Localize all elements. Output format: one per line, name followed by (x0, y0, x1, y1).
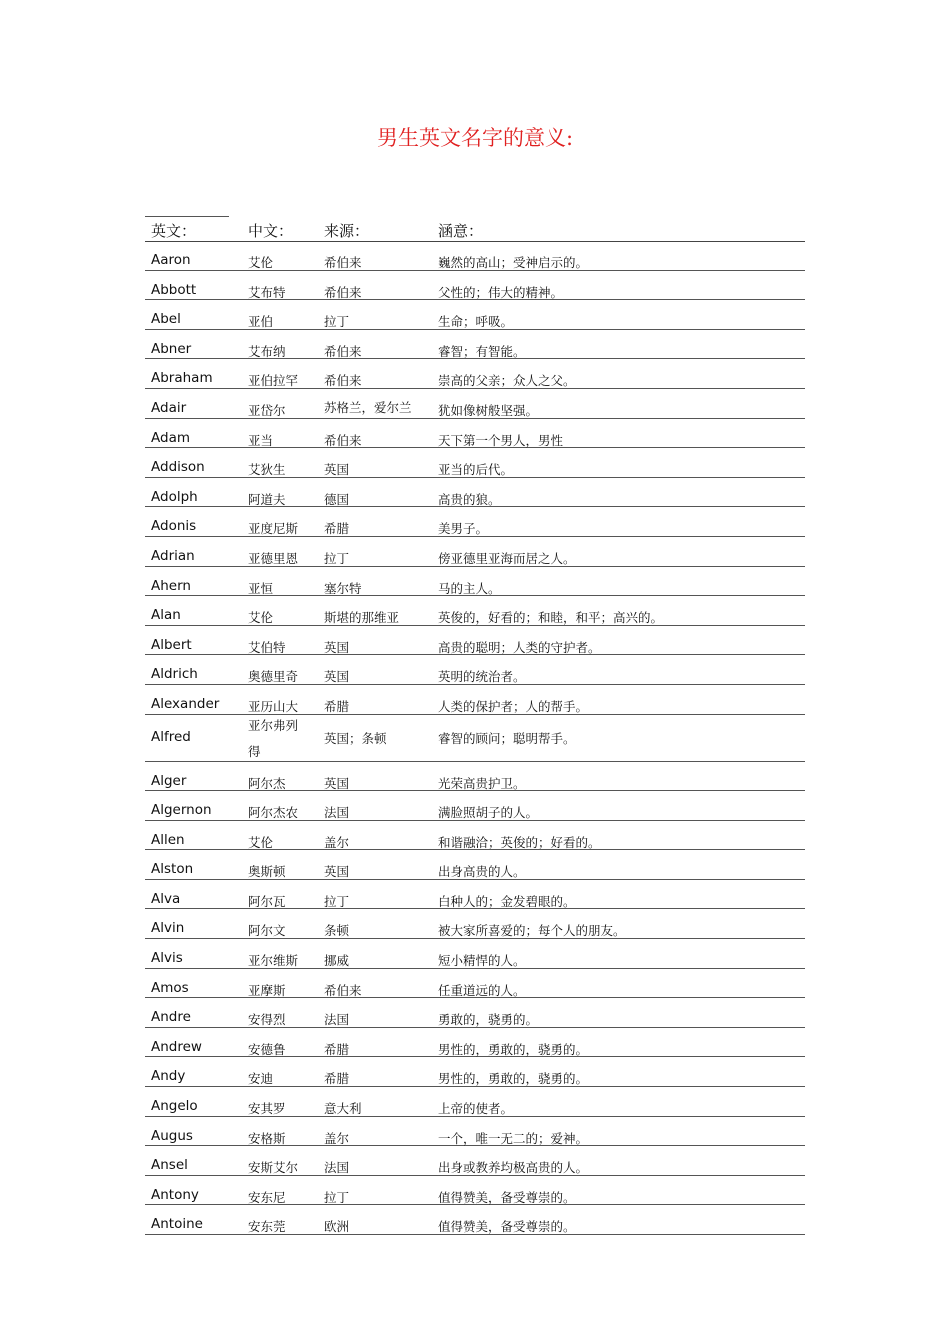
cell-english: Alan (151, 607, 181, 624)
cell-source: 拉丁 (324, 550, 350, 566)
cell-source: 希腊 (324, 521, 350, 537)
table-row (145, 762, 805, 792)
table-row (145, 1176, 805, 1206)
page-title: 男生英文名字的意义: (376, 126, 574, 150)
cell-english: Adolph (151, 488, 198, 505)
table-row (145, 791, 805, 821)
cell-english: Alvin (151, 920, 185, 937)
table-row (145, 655, 805, 685)
cell-english: Alvis (151, 950, 183, 967)
cell-english: Algernon (151, 802, 212, 819)
cell-english: Adrian (151, 547, 195, 564)
cell-source: 希伯来 (324, 343, 362, 359)
cell-source: 希腊 (324, 1071, 350, 1087)
cell-chinese: 阿尔文 (248, 923, 286, 939)
cell-meaning: 白种人的；金发碧眼的。 (438, 893, 576, 909)
cell-english: Angelo (151, 1098, 198, 1115)
table-row (145, 567, 805, 597)
cell-meaning: 巍然的高山；受神启示的。 (438, 255, 589, 270)
cell-chinese: 奥斯顿 (248, 864, 286, 880)
cell-meaning: 高贵的狼。 (438, 491, 501, 507)
cell-english: Ahern (151, 577, 191, 594)
cell-meaning: 英明的统治者。 (438, 669, 526, 685)
cell-english: Allen (151, 831, 185, 848)
cell-meaning: 傍亚德里亚海而居之人。 (438, 550, 576, 566)
cell-english: Andrew (151, 1038, 202, 1055)
cell-chinese: 安东莞 (248, 1219, 286, 1235)
cell-chinese: 阿尔杰 (248, 775, 286, 791)
cell-source: 法国 (324, 1160, 350, 1176)
cell-chinese: 安斯艾尔 (248, 1160, 299, 1176)
cell-source: 欧洲 (324, 1219, 350, 1235)
cell-chinese: 艾布纳 (248, 343, 286, 359)
cell-meaning: 出身高贵的人。 (438, 864, 526, 880)
table-row (145, 909, 805, 939)
cell-meaning: 被大家所喜爱的；每个人的朋友。 (438, 923, 626, 939)
cell-chinese: 奥德里奇 (248, 669, 299, 685)
cell-source: 英国 (324, 639, 350, 655)
table-row (145, 1087, 805, 1117)
table-row (145, 626, 805, 656)
cell-chinese: 艾伦 (248, 610, 274, 626)
cell-chinese: 艾伦 (248, 255, 274, 270)
cell-chinese: 安得烈 (248, 1012, 286, 1028)
cell-chinese: 安格斯 (248, 1130, 286, 1146)
cell-chinese: 亚历山大 (248, 698, 299, 714)
cell-meaning: 犹如像树般坚强。 (438, 402, 539, 418)
header-chinese: 中文： (248, 222, 294, 240)
cell-source: 塞尔特 (324, 580, 362, 596)
cell-english: Adonis (151, 518, 197, 535)
cell-meaning: 出身或教养均极高贵的人。 (438, 1160, 589, 1176)
cell-english: Abraham (151, 370, 213, 387)
cell-source: 英国 (324, 462, 350, 478)
table-row (145, 271, 805, 301)
cell-source: 拉丁 (324, 314, 350, 330)
cell-meaning: 一个，唯一无二的；爱神。 (438, 1130, 589, 1146)
cell-english: Alger (151, 772, 187, 789)
cell-meaning: 崇高的父亲；众人之父。 (438, 373, 576, 389)
cell-english: Ansel (151, 1157, 188, 1174)
table-row (145, 596, 805, 626)
cell-source: 希伯来 (324, 373, 362, 389)
table-row (145, 850, 805, 880)
cell-chinese: 亚尔维斯 (248, 953, 299, 969)
cell-source: 希伯来 (324, 284, 362, 300)
cell-meaning: 马的主人。 (438, 580, 501, 596)
cell-source: 德国 (324, 491, 350, 507)
cell-meaning: 短小精悍的人。 (438, 953, 526, 969)
table-body (145, 241, 805, 1235)
cell-chinese: 艾布特 (248, 284, 286, 300)
cell-meaning: 和谐融洽；英俊的；好看的。 (438, 834, 601, 850)
cell-meaning: 亚当的后代。 (438, 462, 514, 478)
table-row (145, 880, 805, 910)
header-source: 来源： (324, 222, 370, 240)
cell-chinese: 安迪 (248, 1071, 274, 1087)
cell-english: Aaron (151, 252, 191, 268)
table-row (145, 478, 805, 508)
cell-source: 法国 (324, 805, 350, 821)
table-row (145, 1146, 805, 1176)
cell-english: Alston (151, 861, 194, 878)
cell-chinese: 阿道夫 (248, 491, 286, 507)
cell-chinese: 阿尔杰农 (248, 805, 299, 821)
cell-source: 英国；条顿 (324, 730, 387, 746)
cell-source: 英国 (324, 864, 350, 880)
cell-meaning: 满脸照胡子的人。 (438, 805, 539, 821)
cell-chinese: 亚度尼斯 (248, 521, 299, 537)
cell-chinese: 亚当 (248, 432, 274, 448)
cell-chinese: 亚德里恩 (248, 550, 299, 566)
cell-chinese: 阿尔瓦 (248, 893, 286, 909)
table-header (145, 219, 805, 242)
cell-meaning: 勇敢的，骁勇的。 (438, 1012, 539, 1028)
table-row (145, 330, 805, 360)
table-row (145, 1117, 805, 1147)
cell-english: Addison (151, 459, 205, 476)
cell-meaning: 生命；呼吸。 (438, 314, 514, 330)
cell-meaning: 值得赞美，备受尊崇的。 (438, 1189, 576, 1205)
table-row (145, 998, 805, 1028)
cell-meaning: 天下第一个男人，男性 (438, 432, 564, 448)
cell-english: Antoine (151, 1216, 203, 1233)
cell-english: Antony (151, 1186, 199, 1203)
cell-source: 希伯来 (324, 982, 362, 998)
table-row (145, 537, 805, 567)
cell-source: 斯堪的那维亚 (324, 610, 400, 626)
table-row (145, 715, 805, 762)
cell-source: 拉丁 (324, 1189, 350, 1205)
cell-meaning: 父性的；伟大的精神。 (438, 284, 564, 300)
cell-english: Abbott (151, 281, 197, 298)
cell-english: Alexander (151, 695, 220, 712)
cell-chinese: 安德鲁 (248, 1041, 286, 1057)
cell-english: Adair (151, 399, 187, 416)
cell-english: Aldrich (151, 666, 198, 683)
cell-source: 希伯来 (324, 255, 362, 270)
cell-chinese: 亚伯 (248, 314, 274, 330)
table-row (145, 939, 805, 969)
cell-chinese: 亚岱尔 (248, 402, 286, 418)
header-meaning: 涵意： (438, 222, 484, 240)
cell-source: 希腊 (324, 698, 350, 714)
cell-source: 挪威 (324, 953, 350, 969)
cell-chinese: 安其罗 (248, 1101, 286, 1117)
table-top-rule (145, 216, 229, 217)
cell-english: Adam (151, 429, 190, 446)
table-row (145, 359, 805, 389)
cell-chinese: 艾狄生 (248, 462, 286, 478)
cell-chinese: 亚尔弗列得 (248, 717, 299, 759)
cell-source: 英国 (324, 669, 350, 685)
cell-chinese: 艾伦 (248, 834, 274, 850)
cell-meaning: 光荣高贵护卫。 (438, 775, 526, 791)
cell-meaning: 任重道远的人。 (438, 982, 526, 998)
cell-meaning: 男性的，勇敢的，骁勇的。 (438, 1041, 589, 1057)
cell-english: Alva (151, 890, 181, 907)
table-row (145, 507, 805, 537)
cell-source: 希腊 (324, 1041, 350, 1057)
cell-meaning: 睿智；有智能。 (438, 343, 526, 359)
cell-meaning: 男性的，勇敢的，骁勇的。 (438, 1071, 589, 1087)
table-row (145, 1057, 805, 1087)
cell-source: 盖尔 (324, 1130, 350, 1146)
cell-meaning: 高贵的聪明；人类的守护者。 (438, 639, 601, 655)
table-row (145, 1028, 805, 1058)
table-row (145, 1205, 805, 1235)
cell-english: Andy (151, 1068, 186, 1085)
cell-english: Albert (151, 636, 192, 653)
table-row (145, 685, 805, 715)
cell-source: 条顿 (324, 923, 350, 939)
cell-source: 希伯来 (324, 432, 362, 448)
table-row (145, 448, 805, 478)
cell-meaning: 值得赞美，备受尊崇的。 (438, 1219, 576, 1235)
cell-english: Andre (151, 1009, 191, 1026)
cell-source: 苏格兰，爱尔兰 (324, 399, 412, 415)
cell-english: Abner (151, 340, 192, 357)
cell-chinese: 亚摩斯 (248, 982, 286, 998)
cell-meaning: 睿智的顾问；聪明帮手。 (438, 730, 576, 746)
cell-chinese: 安东尼 (248, 1189, 286, 1205)
cell-meaning: 英俊的，好看的；和睦，和平；高兴的。 (438, 610, 664, 626)
cell-source: 意大利 (324, 1101, 362, 1117)
cell-source: 英国 (324, 775, 350, 791)
cell-chinese: 亚恒 (248, 580, 274, 596)
cell-source: 法国 (324, 1012, 350, 1028)
header-english: 英文： (151, 222, 197, 240)
cell-chinese: 亚伯拉罕 (248, 373, 299, 389)
table-row (145, 300, 805, 330)
cell-meaning: 人类的保护者；人的帮手。 (438, 698, 589, 714)
cell-chinese: 艾伯特 (248, 639, 286, 655)
table-row (145, 419, 805, 449)
cell-meaning: 上帝的使者。 (438, 1101, 514, 1117)
cell-english: Alfred (151, 728, 191, 745)
table-row (145, 969, 805, 999)
cell-english: Amos (151, 979, 189, 996)
table-row (145, 821, 805, 851)
table-row (145, 389, 805, 419)
cell-source: 盖尔 (324, 834, 350, 850)
cell-source: 拉丁 (324, 893, 350, 909)
cell-english: Abel (151, 311, 181, 328)
cell-english: Augus (151, 1127, 193, 1144)
table-row (145, 241, 805, 271)
cell-meaning: 美男子。 (438, 521, 489, 537)
